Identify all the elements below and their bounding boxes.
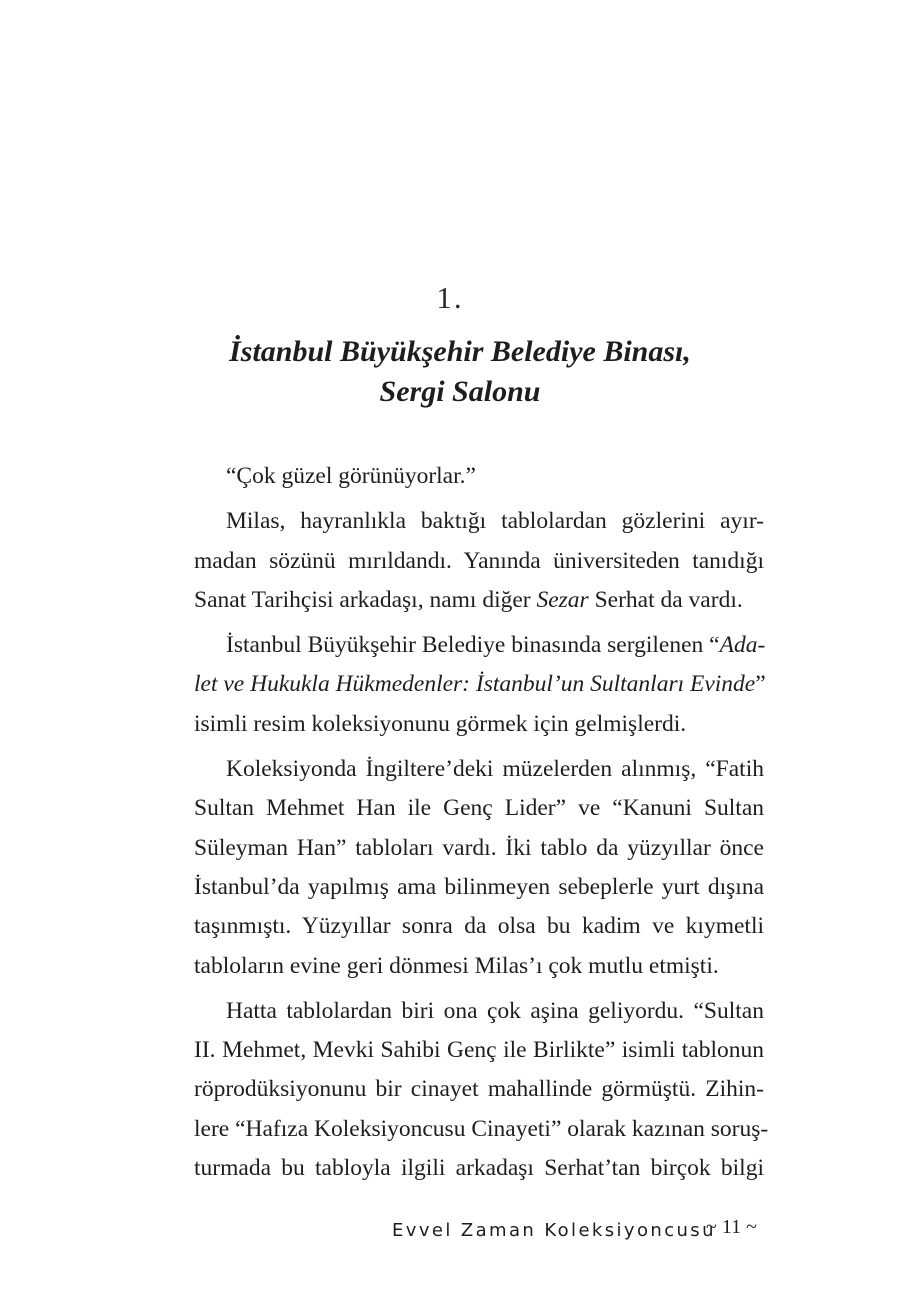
paragraph-5 (162, 992, 769, 1188)
text-line: Koleksiyonda İngiltere’deki müzelerden alınmış, “Fatih (226, 756, 764, 783)
text-run: Serhat da vardı. (588, 586, 743, 613)
italic-text-run: Sezar (536, 586, 589, 613)
paragraph-3 (162, 626, 764, 744)
text-line: röprodüksiyonunu bir cinayet mahallinde görmüştü. Zihin- (194, 1076, 764, 1103)
italic-text-run: let ve Hukukla Hükmedenler: İstanbul’un Sultanları Evinde (194, 671, 756, 698)
italic-text-run: Ada- (719, 632, 766, 659)
text-line (162, 581, 764, 620)
paragraph-1 (162, 457, 764, 496)
text-run: Sanat Tarihçisi arkadaşı, namı diğer (194, 586, 537, 613)
body-text (162, 457, 769, 1188)
paragraph-4 (162, 750, 764, 986)
chapter-number: 1. (436, 280, 464, 315)
running-footer-book-title: Evvel Zaman Koleksiyoncusu (392, 1220, 716, 1241)
text-line: taşınmıştı. Yüzyıllar sonra da olsa bu kadim ve kıymetli (194, 913, 764, 940)
text-line: Milas, hayranlıkla baktığı tablolardan gözlerini ayır- (226, 508, 764, 535)
text-line: İstanbul’da yapılmış ama bilinmeyen sebeplerle yurt dışına (194, 873, 764, 900)
text-line: II. Mehmet, Mevki Sahibi Genç ile Birlikte” isimli tablonun (194, 1037, 764, 1064)
chapter-title-line-2: Sergi Salonu (379, 375, 541, 408)
text-run: İstanbul Büyükşehir Belediye binasında sergilenen “ (226, 632, 720, 659)
text-line (162, 626, 764, 665)
text-line: isimli resim koleksiyonunu görmek için gelmişlerdi. (194, 710, 687, 737)
text-line: turmada bu tabloyla ilgili arkadaşı Serhat’tan birçok bilgi (194, 1155, 764, 1182)
page-number: ~ 11 ~ (706, 1216, 757, 1238)
chapter-title-line-1: İstanbul Büyükşehir Belediye Binası, (229, 335, 691, 368)
text-line (162, 665, 764, 704)
text-run: ” (755, 671, 766, 698)
text-line: Sultan Mehmet Han ile Genç Lider” ve “Kanuni Sultan (194, 795, 764, 822)
text-line: Süleyman Han” tabloları vardı. İki tablo da yüzyıllar önce (194, 834, 764, 861)
text-line: tabloların evine geri dönmesi Milas’ı çok mutlu etmişti. (194, 952, 719, 979)
text-line: “Çok güzel görünüyorlar.” (226, 463, 476, 489)
chapter-title (0, 332, 900, 412)
text-line: Hatta tablolardan biri ona çok aşina geliyordu. “Sultan (226, 997, 764, 1024)
paragraph-2 (162, 502, 764, 620)
text-line: madan sözünü mırıldandı. Yanında üniversiteden tanıdığı (194, 547, 764, 574)
text-line: lere “Hafıza Koleksiyoncusu Cinayeti” olarak kazınan soruş- (194, 1115, 769, 1142)
